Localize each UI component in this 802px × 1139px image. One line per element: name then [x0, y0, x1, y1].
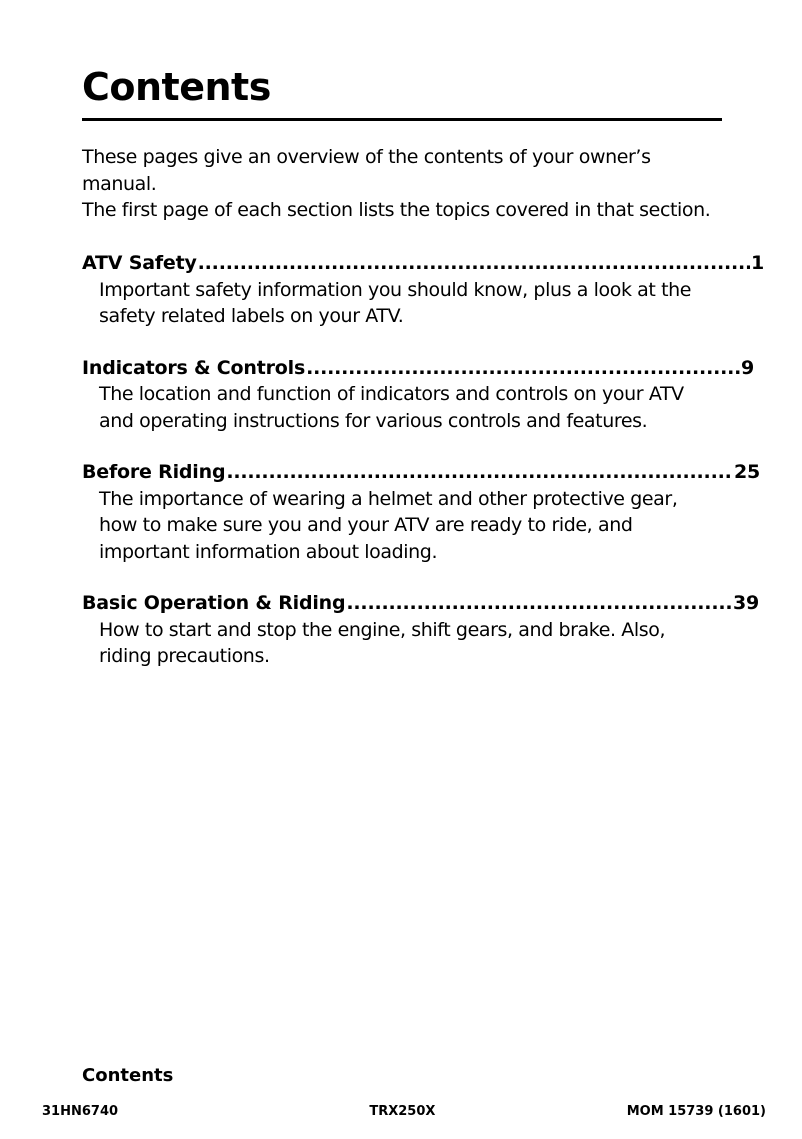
- intro-text: [82, 144, 742, 224]
- toc-entry-heading[interactable]: [82, 250, 764, 277]
- dot-leader: [198, 250, 750, 277]
- toc-entry-title[interactable]: Basic Operation & Riding: [82, 592, 346, 614]
- page-title: Contents: [82, 65, 271, 109]
- toc-entry-title[interactable]: ATV Safety: [82, 252, 197, 274]
- footer-left-code: 31HN6740: [42, 1104, 119, 1119]
- toc-page-number[interactable]: 25: [733, 461, 760, 483]
- title-rule: [82, 118, 722, 121]
- toc-entry-description: The importance of wearing a helmet and other protective gear, how to make sure you and your ATV are ready to ride, and important information about loading.: [99, 487, 678, 563]
- intro-line-sections: The first page of each section lists the topics covered in that section.: [82, 199, 711, 221]
- toc-entry-heading[interactable]: [82, 459, 760, 486]
- table-of-contents: [82, 250, 764, 695]
- dot-leader: [226, 459, 733, 486]
- intro-line-overview: These pages give an overview of the contents of your owner’s manual.: [82, 146, 651, 195]
- toc-entry-description: The location and function of indicators and controls on your ATV and operating instructions for various controls and features.: [99, 383, 684, 432]
- toc-entry-description: Important safety information you should know, plus a look at the safety related labels on your ATV.: [99, 278, 692, 327]
- toc-entry-title[interactable]: Indicators & Controls: [82, 356, 306, 379]
- toc-page-number[interactable]: 39: [732, 592, 759, 614]
- toc-page-number[interactable]: 9: [740, 356, 754, 379]
- toc-entry-atv-safety[interactable]: [82, 250, 764, 330]
- toc-page-number[interactable]: 1: [750, 252, 764, 274]
- dot-leader: [306, 355, 740, 382]
- toc-entry-basic-operation[interactable]: [82, 590, 764, 670]
- dot-leader: [346, 590, 732, 617]
- footer-center-code: TRX250X: [369, 1104, 436, 1119]
- toc-entry-indicators-controls[interactable]: [82, 355, 764, 435]
- toc-entry-heading[interactable]: [82, 355, 754, 382]
- footer-right-code: MOM 15739 (1601): [626, 1104, 766, 1119]
- footer-section-label: Contents: [82, 1065, 174, 1086]
- toc-entry-description: How to start and stop the engine, shift gears, and brake. Also, riding precautions.: [99, 618, 666, 667]
- toc-entry-title[interactable]: Before Riding: [82, 461, 226, 483]
- footer-codes: [42, 1104, 766, 1120]
- toc-entry-heading[interactable]: [82, 590, 759, 617]
- toc-entry-before-riding[interactable]: [82, 459, 764, 565]
